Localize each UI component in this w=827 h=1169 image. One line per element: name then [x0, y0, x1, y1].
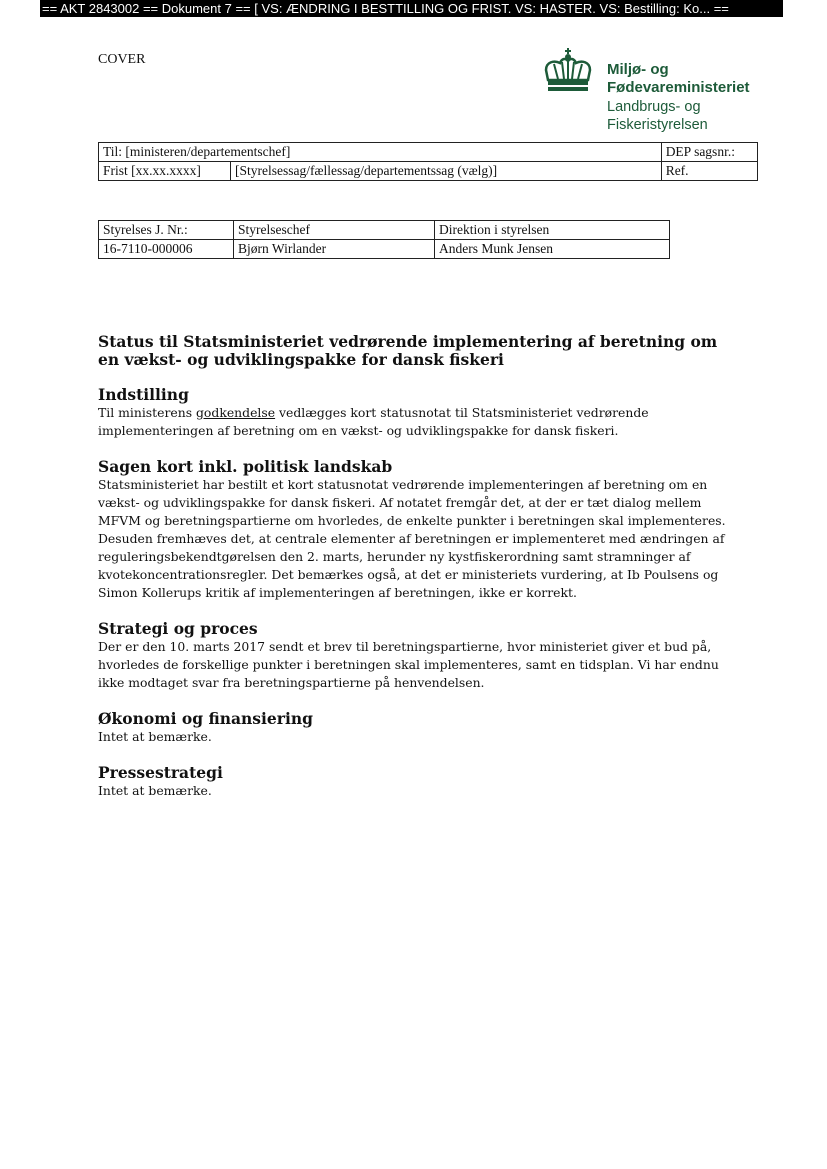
deadline-cell: Frist [xx.xx.xxxx] [99, 162, 231, 181]
directorate-header: Direktion i styrelsen [435, 221, 670, 240]
logo-line-ministry-1: Miljø- og [607, 61, 669, 78]
logo-line-ministry-2: Fødevareministeriet [607, 79, 750, 96]
recipient-cell: Til: [ministeren/departementschef] [99, 143, 662, 162]
directorate-value: Anders Munk Jensen [435, 240, 670, 259]
presse-text: Intet at bemærke. [98, 783, 212, 798]
table-row [99, 162, 758, 181]
approval-term: godkendelse [196, 405, 276, 420]
table-row [99, 143, 758, 162]
document-body [98, 333, 738, 818]
indstilling-text-start: Til ministerens [98, 405, 196, 420]
cover-label: COVER [98, 52, 146, 67]
table-row [99, 221, 670, 240]
indstilling-text [98, 404, 738, 440]
section-heading-okonomi: Økonomi og finansiering [98, 709, 313, 728]
ref-cell: Ref. [661, 162, 757, 181]
logo-line-agency-2: Fiskeristyrelsen [607, 117, 708, 133]
indstilling-text-end: vedlægges kort statusnotat til Statsministeriet vedrørende implementeringen af beretning om en vækst- og udviklingspakke for dansk fiskeri. [98, 405, 649, 438]
ministry-logo [540, 48, 780, 138]
dep-case-number-cell: DEP sagsnr.: [661, 143, 757, 162]
journal-number-header: Styrelses J. Nr.: [99, 221, 234, 240]
strategi-text: Der er den 10. marts 2017 sendt et brev til beretningspartierne, hvor ministeriet giver et bud på, hvorledes de forskellige punkter i beretningen skal implementeres, samt en tidsplan. Vi har endnu ikke modtaget svar fra beretningspartierne på henvendelsen. [98, 639, 719, 690]
section-heading-presse: Pressestrategi [98, 763, 223, 782]
section-heading-sagen: Sagen kort inkl. politisk landskab [98, 457, 393, 476]
document-banner: == AKT 2843002 == Dokument 7 == [ VS: ÆNDRING I BESTTILLING OG FRIST. VS: HASTER. VS: Bestilling: Ko... == [40, 0, 783, 17]
okonomi-text: Intet at bemærke. [98, 729, 212, 744]
crown-icon [540, 48, 600, 98]
logo-line-agency-1: Landbrugs- og [607, 99, 701, 115]
agency-chief-value: Bjørn Wirlander [234, 240, 435, 259]
sagen-text: Statsministeriet har bestilt et kort statusnotat vedrørende implementeringen af beretning om en vækst- og udviklingspakke for dansk fiskeri. Af notatet fremgår det, at der er tæt dialog mellem MFVM og beretningspartierne om hvorledes, de enkelte punkter i beretningen skal implementeres. Desuden fremhæves det, at centrale elementer af beretningen er implementeret med ændringen af reguleringsbekendtgørelsen den 2. marts, herunder ny kystfiskerordning samt stramninger af kvotekoncentrationsregler. Det bemærkes også, at det er ministeriets vurdering, at Ib Poulsens og Simon Kollerups kritik af implementeringen af beretningen, ikke er korrekt. [98, 477, 726, 600]
routing-table [98, 142, 758, 181]
agency-info-table [98, 220, 670, 259]
table-row [99, 240, 670, 259]
section-heading-strategi: Strategi og proces [98, 619, 258, 638]
journal-number-value: 16-7110-000006 [99, 240, 234, 259]
case-type-cell: [Styrelsessag/fællessag/departementssag (vælg)] [231, 162, 662, 181]
agency-chief-header: Styrelseschef [234, 221, 435, 240]
section-heading-indstilling: Indstilling [98, 385, 189, 404]
document-title: Status til Statsministeriet vedrørende implementering af beretning om en vækst- og udviklingspakke for dansk fiskeri [98, 332, 718, 369]
